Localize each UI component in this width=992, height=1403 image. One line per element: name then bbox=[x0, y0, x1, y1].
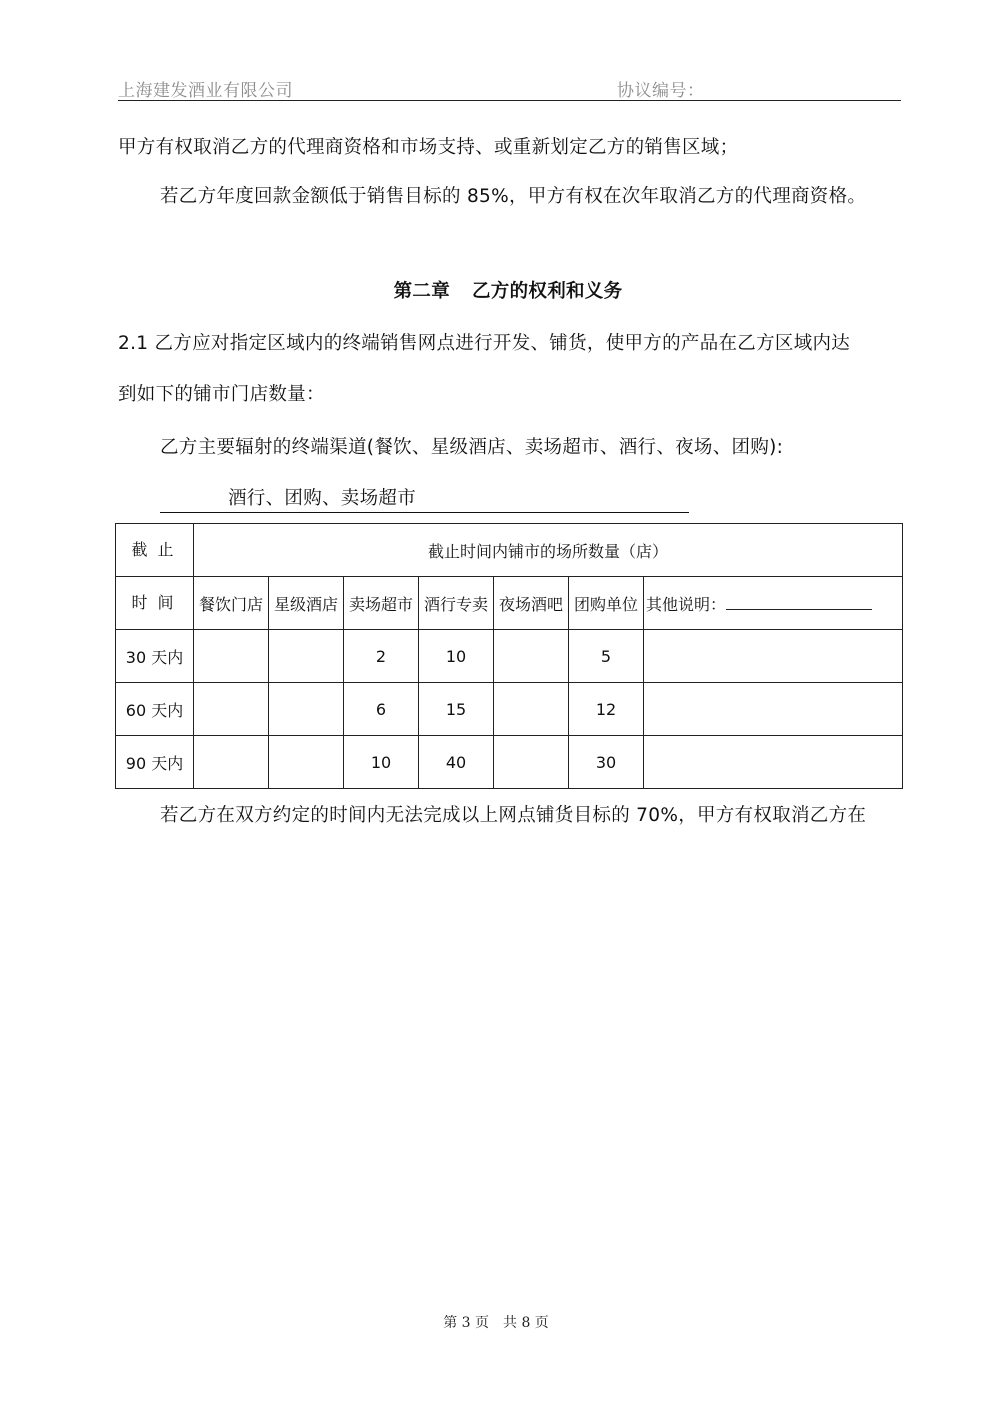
table-cell: 30 bbox=[569, 736, 644, 789]
group-header: 截止时间内铺市的场所数量（店） bbox=[194, 524, 903, 577]
column-header: 酒行专卖 bbox=[419, 577, 494, 630]
table-cell bbox=[644, 630, 903, 683]
period-cell: 60 天内 bbox=[116, 683, 194, 736]
period-cell: 30 天内 bbox=[116, 630, 194, 683]
table-cell bbox=[269, 630, 344, 683]
table-cell bbox=[194, 683, 269, 736]
column-header: 卖场超市 bbox=[344, 577, 419, 630]
channels-intro: 乙方主要辐射的终端渠道(餐饮、星级酒店、卖场超市、酒行、夜场、团购): bbox=[160, 437, 784, 458]
other-notes-blank bbox=[726, 595, 872, 610]
header-company-name: 上海建发酒业有限公司 bbox=[118, 81, 293, 101]
table-cell bbox=[494, 683, 569, 736]
table-cell bbox=[494, 630, 569, 683]
table-cell bbox=[644, 683, 903, 736]
row-header-top: 截止 bbox=[116, 524, 194, 577]
table-cell: 2 bbox=[344, 630, 419, 683]
clause-2-1-line-1: 2.1 乙方应对指定区域内的终端销售网点进行开发、铺货，使甲方的产品在乙方区域内达 bbox=[118, 333, 851, 354]
table-cell: 40 bbox=[419, 736, 494, 789]
page-footer bbox=[0, 1312, 992, 1332]
column-header: 星级酒店 bbox=[269, 577, 344, 630]
table-cell bbox=[194, 630, 269, 683]
channels-filled-value: 酒行、团购、卖场超市 bbox=[228, 488, 417, 509]
table-cell bbox=[494, 736, 569, 789]
table-cell: 5 bbox=[569, 630, 644, 683]
table-cell: 15 bbox=[419, 683, 494, 736]
table-cell: 6 bbox=[344, 683, 419, 736]
clause-2-1-line-2: 到如下的铺市门店数量： bbox=[118, 384, 325, 405]
column-header-other bbox=[644, 577, 903, 630]
table-row bbox=[116, 736, 903, 789]
header-divider bbox=[118, 100, 901, 101]
table-cell: 10 bbox=[344, 736, 419, 789]
table-cell bbox=[269, 683, 344, 736]
chapter-title: 乙方的权利和义务 bbox=[472, 281, 623, 302]
page-number-current: 第 3 页 bbox=[443, 1315, 489, 1331]
paragraph-70-percent: 若乙方在双方约定的时间内无法完成以上网点铺货目标的 70%，甲方有权取消乙方在 bbox=[160, 805, 867, 826]
table-cell: 10 bbox=[419, 630, 494, 683]
table-cell bbox=[194, 736, 269, 789]
period-cell: 90 天内 bbox=[116, 736, 194, 789]
table-cell bbox=[269, 736, 344, 789]
paragraph-cancel-region: 甲方有权取消乙方的代理商资格和市场支持、或重新划定乙方的销售区域； bbox=[118, 137, 739, 158]
column-header: 团购单位 bbox=[569, 577, 644, 630]
header-agreement-number-label: 协议编号： bbox=[617, 81, 705, 101]
chapter-number: 第二章 bbox=[393, 281, 450, 302]
table-row bbox=[116, 683, 903, 736]
paragraph-payment-85: 若乙方年度回款金额低于销售目标的 85%，甲方有权在次年取消乙方的代理商资格。 bbox=[160, 186, 867, 207]
column-header: 夜场酒吧 bbox=[494, 577, 569, 630]
column-header: 餐饮门店 bbox=[194, 577, 269, 630]
chapter-heading bbox=[0, 279, 992, 305]
row-header-bottom: 时间 bbox=[116, 577, 194, 630]
page-number-total: 共 8 页 bbox=[503, 1315, 549, 1331]
table-cell: 12 bbox=[569, 683, 644, 736]
table-row bbox=[116, 630, 903, 683]
table-cell bbox=[644, 736, 903, 789]
other-notes-label: 其他说明： bbox=[646, 594, 727, 614]
store-count-table bbox=[115, 523, 903, 789]
